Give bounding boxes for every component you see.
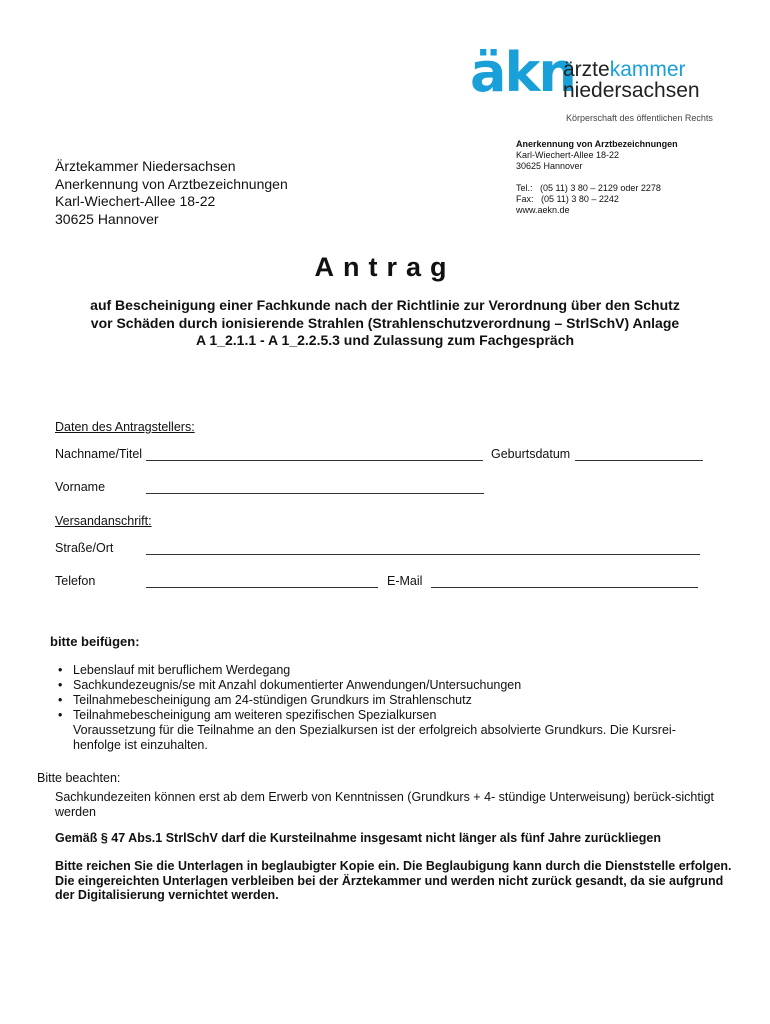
bullet-icon: • (58, 693, 63, 707)
list-item-text: Teilnahmebescheinigung am weiteren spezifischen Spezialkursen (73, 708, 437, 722)
bullet-icon: • (58, 663, 63, 677)
recipient-address (55, 158, 288, 228)
list-item (56, 693, 716, 708)
name-field[interactable] (146, 460, 483, 461)
bullet-icon: • (58, 678, 63, 692)
notes-text: Sachkundezeiten können erst ab dem Erwerb von Kenntnissen (Grundkurs + 4- stündige Unterweisung) berück-sichtigt werden (55, 790, 715, 819)
phone-field[interactable] (146, 587, 378, 588)
firstname-field[interactable] (146, 493, 484, 494)
notes-certification-hint: Bitte reichen Sie die Unterlagen in beglaubigter Kopie ein. Die Beglaubigung kann durch die Dienststelle erfolgen. Die eingereichten Unterlagen verbleiben bei der Ärztekammer und werden nicht zurück gesandt, da sie aufgrund der Digitalisierung vernichtet werden. (55, 859, 732, 902)
logo-name (563, 59, 686, 80)
sender-title: Anerkennung von Arztbezeichnungen (516, 139, 678, 149)
bullet-icon: • (58, 708, 63, 722)
recipient-line: Anerkennung von Arztbezeichnungen (55, 175, 288, 192)
phone-label: Telefon (55, 574, 96, 588)
document-title: Antrag (314, 252, 456, 282)
birthdate-label: Geburtsdatum (491, 447, 571, 461)
notes-legal-hint: Gemäß § 47 Abs.1 StrlSchV darf die Kursteilnahme insgesamt nicht länger als fünf Jahre zurückliegen (55, 831, 661, 845)
list-item-text: Lebenslauf mit beruflichem Werdegang (73, 663, 291, 677)
recipient-line: 30625 Hannover (55, 210, 159, 227)
list-item (56, 663, 716, 678)
email-field[interactable] (431, 587, 698, 588)
list-item (56, 678, 716, 693)
aekn-logo-mark: äkn (470, 41, 575, 104)
recipient-line: Karl-Wiechert-Allee 18-22 (55, 193, 216, 209)
sender-tel: Tel.: (05 11) 3 80 – 2129 oder 2278 (516, 183, 661, 193)
logo-name-part2: kammer (609, 58, 686, 81)
subtitle-line: auf Bescheinigung einer Fachkunde nach der Richtlinie zur Verordnung über den Schutz (90, 297, 680, 313)
street-field[interactable] (146, 554, 700, 555)
sender-street: Karl-Wiechert-Allee 18-22 (516, 150, 620, 160)
subtitle-line: vor Schäden durch ionisierende Strahlen (Strahlenschutzverordnung – StrlSchV) Anlage (90, 314, 680, 331)
section-address-heading: Versandanschrift: (55, 514, 152, 528)
list-item-note: Voraussetzung für die Teilnahme an den Spezialkursen ist der erfolgreich absolvierte Grundkurs. Die Kursrei-henfolge ist einzuhalten. (73, 723, 676, 752)
sender-block (516, 139, 678, 216)
sender-web: www.aekn.de (516, 205, 570, 215)
document-subtitle (40, 297, 730, 350)
attachments-heading: bitte beifügen: (50, 634, 140, 649)
street-label: Straße/Ort (55, 541, 114, 555)
recipient-line: Ärztekammer Niedersachsen (55, 158, 236, 174)
email-label: E-Mail (387, 574, 423, 588)
sender-city: 30625 Hannover (516, 161, 583, 171)
notes-heading: Bitte beachten: (37, 771, 121, 785)
list-item-text: Teilnahmebescheinigung am 24-stündigen Grundkurs im Strahlenschutz (73, 693, 472, 707)
subtitle-line: A 1_2.1.1 - A 1_2.2.5.3 und Zulassung zum Fachgespräch (195, 332, 575, 348)
firstname-label: Vorname (55, 480, 106, 494)
birthdate-field[interactable] (575, 460, 703, 461)
list-item-text: Sachkundezeugnis/se mit Anzahl dokumentierter Anwendungen/Untersuchungen (73, 678, 522, 692)
list-item (56, 708, 716, 753)
logo-name-part1: ärzte (563, 58, 610, 81)
logo-name-line2: niedersachsen (563, 79, 700, 102)
logo-subtitle: Körperschaft des öffentlichen Rechts (566, 113, 713, 123)
section-applicant-heading: Daten des Antragstellers: (55, 420, 195, 434)
name-label: Nachname/Titel (55, 447, 143, 461)
sender-fax: Fax: (05 11) 3 80 – 2242 (516, 194, 619, 204)
attachments-list (56, 663, 716, 753)
